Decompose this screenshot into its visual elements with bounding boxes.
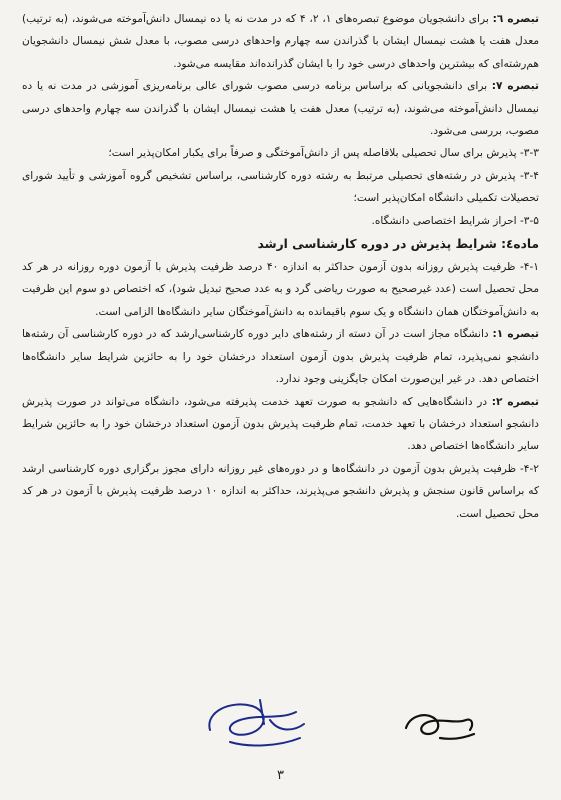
paragraph [22,75,539,142]
paragraph [22,323,539,390]
paragraph [22,256,539,323]
page-number: ٣ [277,768,284,783]
paragraph [22,458,539,525]
signature-right [400,702,480,746]
paragraph-text: برای دانشجویانی که براساس برنامه درسی مصوب شورای عالی برنامه‌ریزی آموزشی در مدت نه یا ده نیمسال دانش‌آموخته می‌شوند، (به ترتیب) معدل هفت یا هشت نیمسال ایشان با گذراندن سه چهارم واحدهای درسی مصوب، بررسی می‌شود. [22,80,539,138]
paragraph-text: در دانشگاه‌هایی که دانشجو به صورت تعهد خدمت پذیرفته می‌شود، دانشگاه می‌تواند در صورت پذیرش دانشجو استعداد درخشان با تعهد خدمت، تمام ظرفیت پذیرش بدون آزمون استعداد درخشان خود را به حائزین شرایط سایر دانشگاه‌ها اختصاص دهد. [22,395,539,453]
note-label: تبصره ٦: [492,13,539,25]
paragraph-text: ۳-۳- پذیرش برای سال تحصیلی بلافاصله پس از دانش‌آموختگی و صرفاً برای یکبار امکان‌پذیر است؛ [108,147,539,160]
paragraph [22,165,539,210]
document-body [22,8,539,525]
paragraph [22,210,539,232]
paragraph-text: ۴-۱- ظرفیت پذیرش روزانه بدون آزمون حداکثر به اندازه ۴۰ درصد ظرفیت پذیرش با آزمون دوره روزانه در هر کد محل تحصیل است (عدد غیرصحیح به صورت ریاضی گرد و به عدد صحیح تبدیل شود)، که اختصاص دو سوم این ظرفیت به دانش‌آموختگان همان دانشگاه و یک سوم باقیمانده به دانش‌آموختگان سایر دانشگاه‌ها الزامی است. [22,261,539,318]
note-label: تبصره ۱: [492,328,539,341]
section-heading: ماده٤: شرایط پذیرش در دوره کارشناسی ارشد [257,237,539,252]
signature-left [200,690,310,756]
paragraph [22,8,539,75]
note-label: تبصره ۷: [491,80,539,93]
paragraph-text: ۳-۵- احراز شرایط اختصاصی دانشگاه. [371,214,539,227]
paragraph-text: ۴-۲- ظرفیت پذیرش بدون آزمون در دانشگاه‌ها و در دوره‌های غیر روزانه دارای مجوز برگزاری دوره کارشناسی ارشد که براساس قانون سنجش و پذیرش دانشجو می‌پذیرند، حداکثر به اندازه ۱۰ درصد ظرفیت پذیرش با آزمون در هر کد محل تحصیل است. [22,462,539,520]
paragraph-text: برای دانشجویان موضوع تبصره‌های ۱، ۲، ۴ که در مدت نه یا ده نیمسال دانش‌آموخته می‌شوند، (به ترتیب) معدل هفت یا هشت نیمسال ایشان با گذراندن سه چهارم واحدهای درسی مصوب، با معدل شش نیمسال دانشجویان هم‌رشته‌ای که بیشترین واحدهای درسی خود را با ایشان گذرانده‌اند مقایسه می‌شود. [22,13,539,70]
note-label: تبصره ۲: [491,395,539,408]
paragraph-text: دانشگاه مجاز است در آن دسته از رشته‌های دایر دوره کارشناسی‌ارشد که در دوره کارشناسی آن رشته‌ها دانشجو نمی‌پذیرد، تمام ظرفیت پذیرش بدون آزمون استعداد درخشان خود را به حائزین شرایط سایر دانشگاه‌ها اختصاص دهد. در غیر این‌صورت امکان جایگزینی وجود ندارد. [22,328,539,386]
paragraph-text: ۳-۴- پذیرش در رشته‌های تحصیلی مرتبط به رشته دوره کارشناسی، براساس تشخیص گروه آموزشی و تأیید شورای تحصیلات تکمیلی دانشگاه امکان‌پذیر است؛ [22,169,539,205]
paragraph [22,142,539,164]
paragraph [22,391,539,458]
